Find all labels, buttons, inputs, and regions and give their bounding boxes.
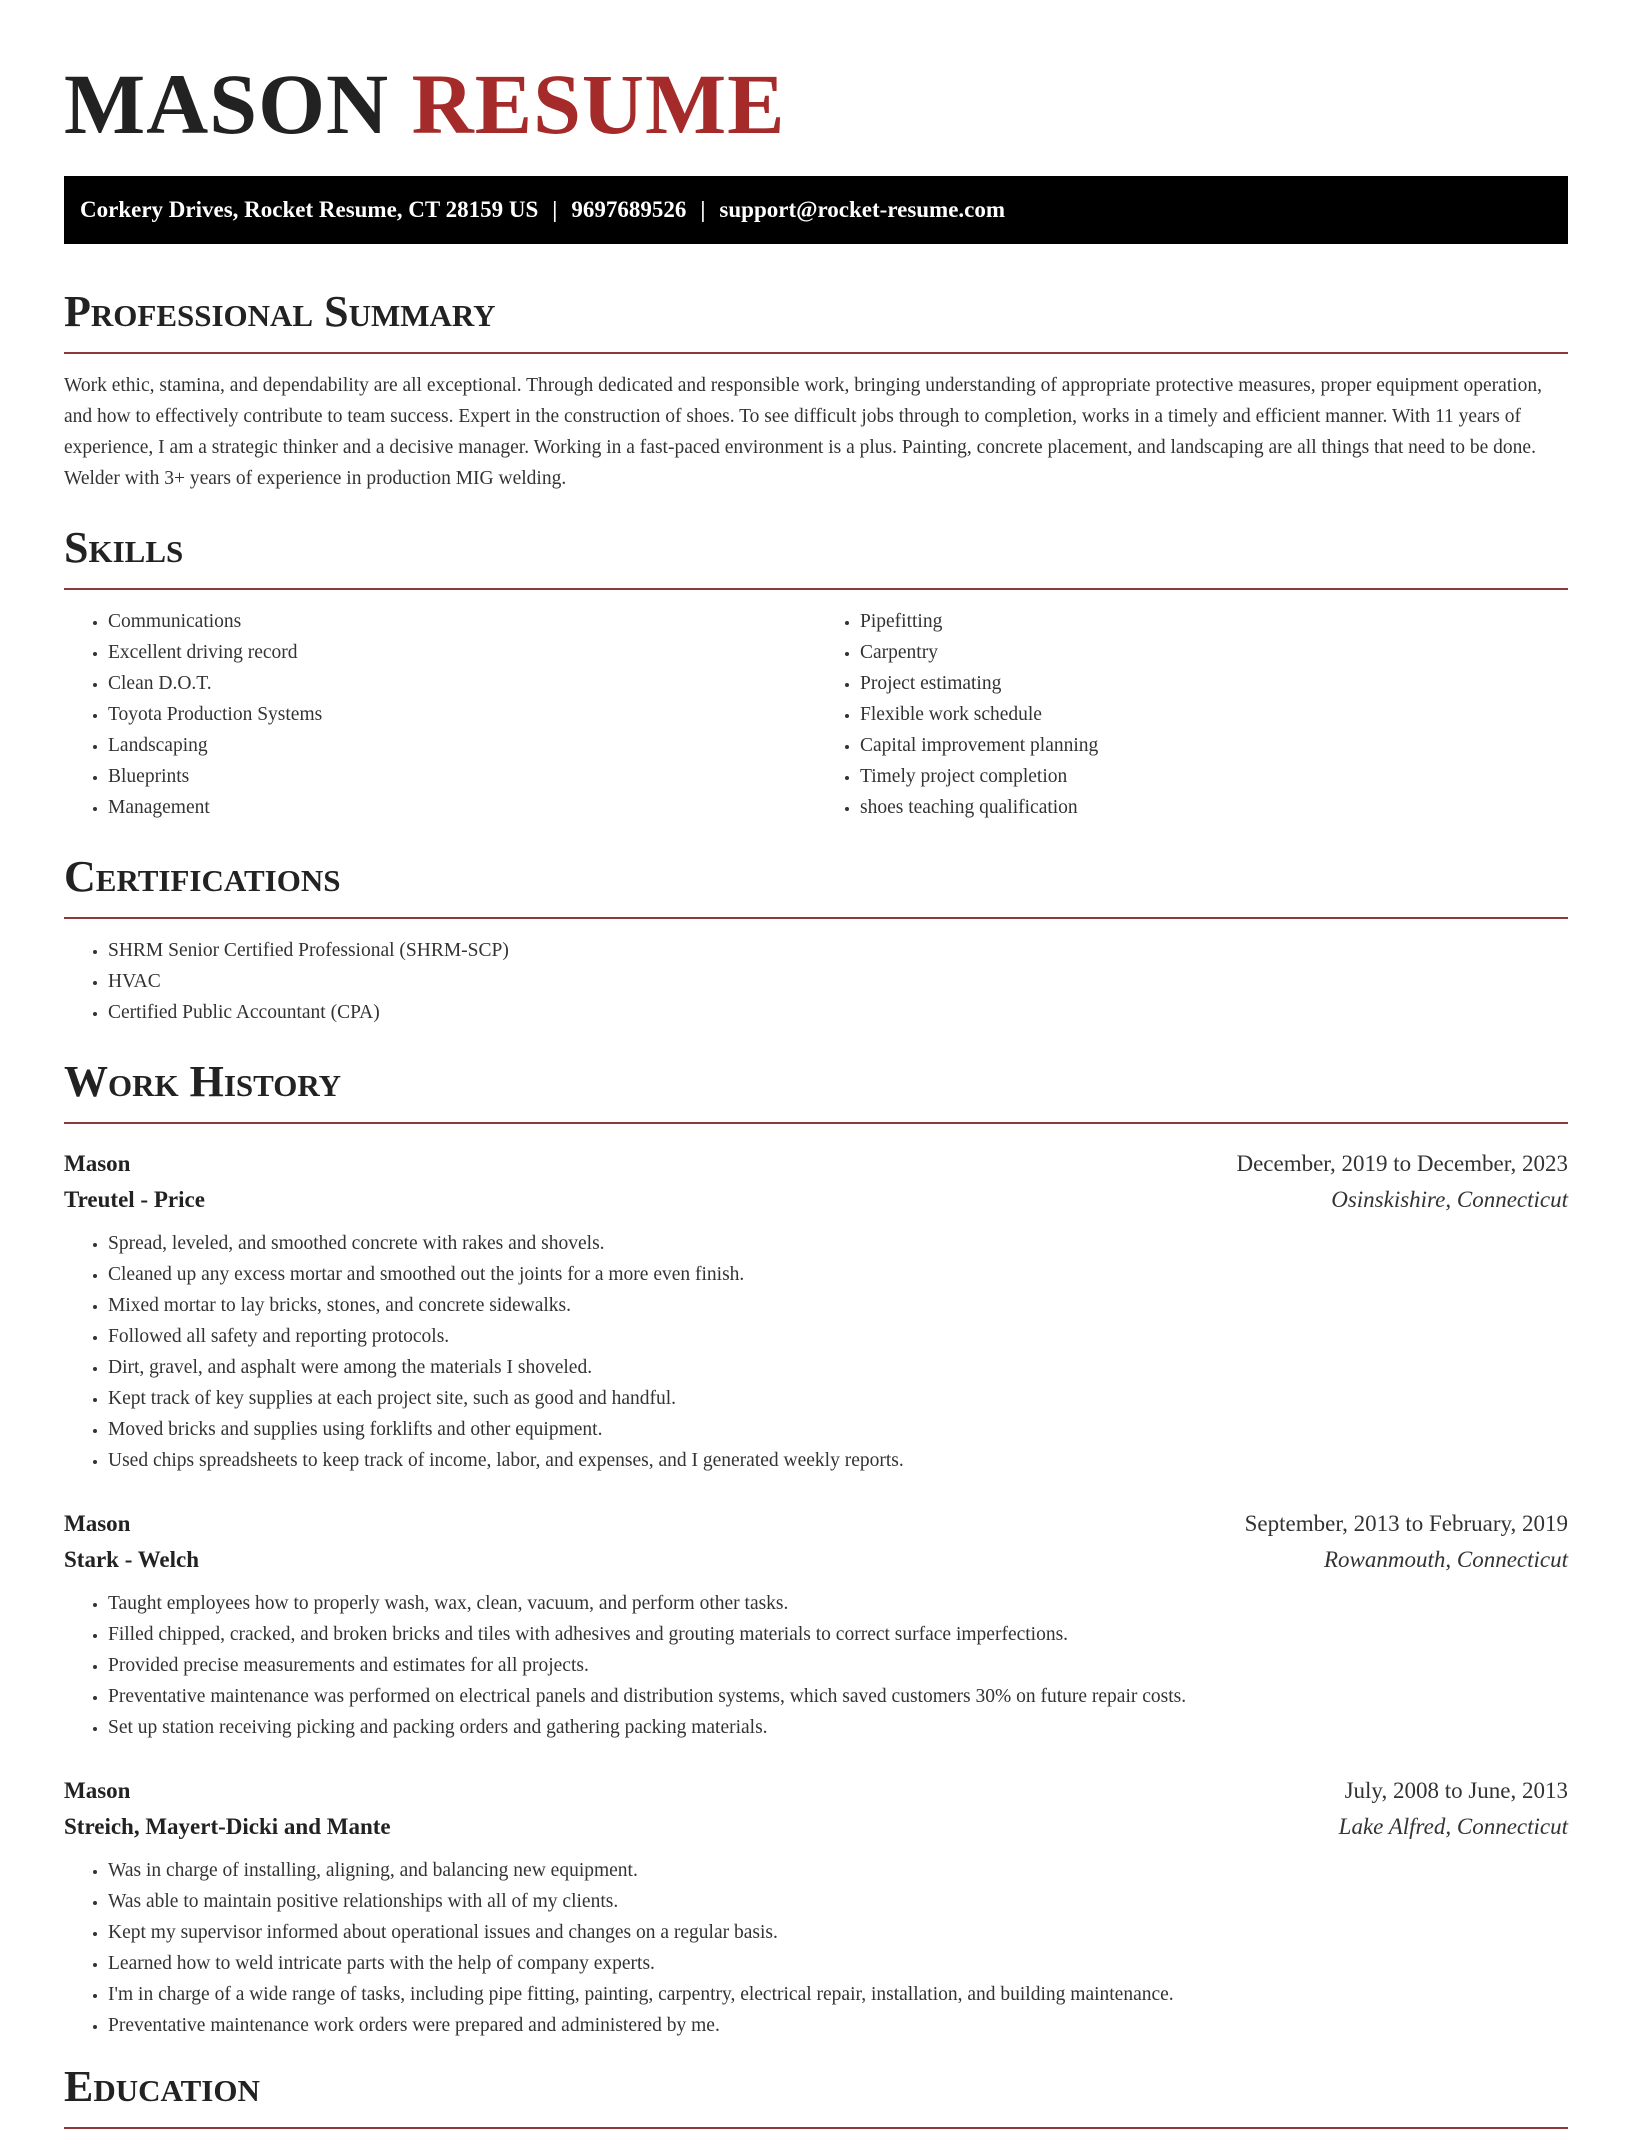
job-duty-item: • Was able to maintain positive relationships with all of my clients. (108, 1886, 1568, 1917)
job-duty-item: • Used chips spreadsheets to keep track of income, labor, and expenses, and I generated weekly reports. (108, 1445, 1568, 1476)
job-header-row (64, 1146, 1568, 1182)
skill-item: • Communications (108, 606, 816, 637)
job-duties-list (64, 1855, 1568, 2041)
skill-item: • Capital improvement planning (860, 730, 1568, 761)
contact-bar (64, 176, 1568, 244)
job-duty-item: • Preventative maintenance was performed on electrical panels and distribution systems, which saved customers 30% on future repair costs. (108, 1681, 1568, 1712)
certification-item: • SHRM Senior Certified Professional (SHRM-SCP) (108, 935, 1568, 966)
job-duties-list (64, 1228, 1568, 1476)
job-duty-item: • Provided precise measurements and estimates for all projects. (108, 1650, 1568, 1681)
skill-item: • Toyota Production Systems (108, 699, 816, 730)
job-duty-item: • I'm in charge of a wide range of tasks, including pipe fitting, painting, carpentry, electrical repair, installation, and building maintenance. (108, 1979, 1568, 2010)
job-duty-item: • Was in charge of installing, aligning, and balancing new equipment. (108, 1855, 1568, 1886)
skill-item: • Management (108, 792, 816, 823)
job-company-row (64, 1182, 1568, 1218)
job-title: Mason (64, 1151, 131, 1176)
job-location: Rowanmouth, Connecticut (1323, 1547, 1568, 1572)
job-duty-item: • Learned how to weld intricate parts with the help of company experts. (108, 1948, 1568, 1979)
job-duty-item: • Mixed mortar to lay bricks, stones, and concrete sidewalks. (108, 1290, 1568, 1321)
skill-item: • Clean D.O.T. (108, 668, 816, 699)
job-duties-list (64, 1588, 1568, 1743)
job-duty-item: • Kept my supervisor informed about operational issues and changes on a regular basis. (108, 1917, 1568, 1948)
contact-address: Corkery Drives, Rocket Resume, CT 28159 US (80, 197, 539, 222)
contact-separator: | (552, 197, 558, 222)
skill-item: • Pipefitting (860, 606, 1568, 637)
job-duty-item: • Cleaned up any excess mortar and smoothed out the joints for a more even finish. (108, 1259, 1568, 1290)
section-title-work-history: Work History (64, 1056, 1568, 1124)
job-company: Stark - Welch (64, 1547, 200, 1572)
job-entry (64, 1506, 1568, 1743)
skill-item: • shoes teaching qualification (860, 792, 1568, 823)
skill-item: • Flexible work schedule (860, 699, 1568, 730)
job-duty-item: • Taught employees how to properly wash, wax, clean, vacuum, and perform other tasks. (108, 1588, 1568, 1619)
skills-list-left (64, 606, 816, 823)
job-header-row (64, 1773, 1568, 1809)
job-company-row (64, 1809, 1568, 1845)
job-company-row (64, 1542, 1568, 1578)
job-duty-item: • Spread, leveled, and smoothed concrete with rakes and shovels. (108, 1228, 1568, 1259)
skill-item: • Carpentry (860, 637, 1568, 668)
contact-phone: 9697689526 (571, 197, 687, 222)
job-duty-item: • Set up station receiving picking and packing orders and gathering packing materials. (108, 1712, 1568, 1743)
job-duty-item: • Followed all safety and reporting protocols. (108, 1321, 1568, 1352)
summary-text: Work ethic, stamina, and dependability are all exceptional. Through dedicated and responsible work, bringing understanding of appropriate protective measures, proper equipment operation, and how to effectively contribute to team success. Expert in the construction of shoes. To see difficult jobs through to completion, works in a timely and efficient manner. With 11 years of experience, I am a strategic thinker and a decisive manager. Working in a fast-paced environment is a plus. Painting, concrete placement, and landscaping are all things that need to be done. Welder with 3+ years of experience in production MIG welding. (64, 375, 1542, 489)
last-name: RESUME (411, 56, 786, 152)
skill-item: • Project estimating (860, 668, 1568, 699)
job-duty-item: • Kept track of key supplies at each project site, such as good and handful. (108, 1383, 1568, 1414)
job-entry (64, 1146, 1568, 1476)
certification-item: • HVAC (108, 966, 1568, 997)
job-duty-item: • Moved bricks and supplies using forklifts and other equipment. (108, 1414, 1568, 1445)
job-dates: September, 2013 to February, 2019 (1244, 1511, 1568, 1536)
skills-columns (64, 590, 1568, 823)
job-company: Streich, Mayert-Dicki and Mante (64, 1814, 391, 1839)
job-duty-item: • Dirt, gravel, and asphalt were among the materials I shoveled. (108, 1352, 1568, 1383)
skill-item: • Landscaping (108, 730, 816, 761)
contact-email: support@rocket-resume.com (719, 197, 1006, 222)
section-title-professional-summary: Professional Summary (64, 286, 1568, 354)
job-dates: July, 2008 to June, 2013 (1344, 1778, 1568, 1803)
first-name: MASON (64, 56, 390, 152)
skill-item: • Excellent driving record (108, 637, 816, 668)
section-title-education: Education (64, 2061, 1568, 2129)
job-entry (64, 1773, 1568, 2041)
job-duty-item: • Preventative maintenance work orders were prepared and administered by me. (108, 2010, 1568, 2041)
job-duty-item: • Filled chipped, cracked, and broken bricks and tiles with adhesives and grouting materials to correct surface imperfections. (108, 1619, 1568, 1650)
job-dates: December, 2019 to December, 2023 (1236, 1151, 1568, 1176)
job-company: Treutel - Price (64, 1187, 205, 1212)
section-title-certifications: Certifications (64, 851, 1568, 919)
job-title: Mason (64, 1511, 131, 1536)
section-title-skills: Skills (64, 522, 1568, 590)
contact-separator: | (700, 197, 706, 222)
resume-name (64, 56, 1568, 152)
skill-item: • Timely project completion (860, 761, 1568, 792)
job-location: Lake Alfred, Connecticut (1338, 1814, 1568, 1839)
skill-item: • Blueprints (108, 761, 816, 792)
certifications-list (64, 935, 1568, 1028)
certification-item: • Certified Public Accountant (CPA) (108, 997, 1568, 1028)
job-title: Mason (64, 1778, 131, 1803)
skills-list-right (816, 606, 1568, 823)
resume-page (64, 0, 1568, 2129)
job-location: Osinskishire, Connecticut (1331, 1187, 1568, 1212)
job-header-row (64, 1506, 1568, 1542)
